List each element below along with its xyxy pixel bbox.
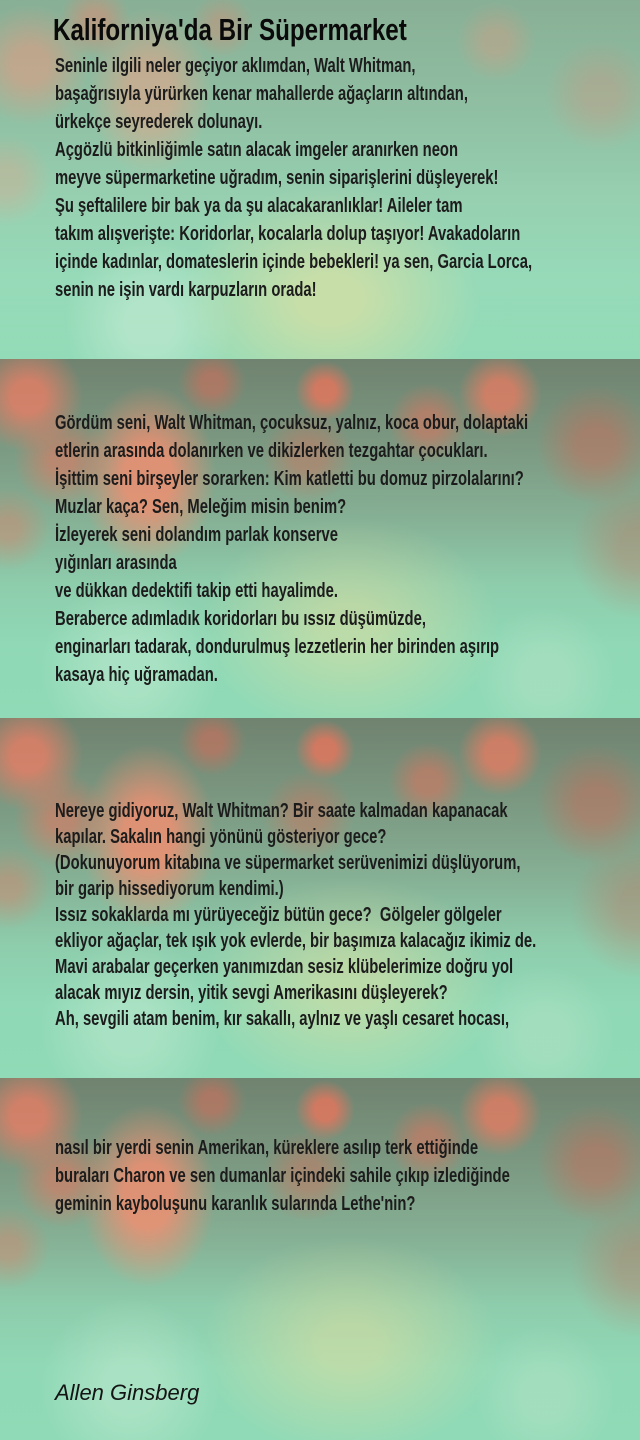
poem-line: takım alışverişte: Koridorlar, kocalarla dolup taşıyor! Avakadoların	[55, 223, 521, 245]
poem-line: enginarları tadarak, dondurulmuş lezzetlerin her birinden aşırıp	[55, 636, 500, 658]
poem-line: kapılar. Sakalın hangi yönünü gösteriyor gece?	[55, 826, 387, 848]
poem-line: Açgözlü bitkinliğimle satın alacak imgeler aranırken neon	[55, 139, 459, 161]
poem-line: yığınları arasında	[55, 552, 177, 574]
poem-line: Mavi arabalar geçerken yanımızdan sesiz klübelerimize doğru yol	[55, 956, 514, 978]
stanza-section-3	[0, 718, 640, 1078]
stanza-section-1	[0, 0, 640, 359]
poem-line: (Dokunuyorum kitabına ve süpermarket serüvenimizi düşlüyorum,	[55, 852, 521, 874]
poem-line: Ah, sevgili atam benim, kır sakallı, aylnız ve yaşlı cesaret hocası,	[55, 1008, 510, 1030]
stanza-4	[55, 1134, 640, 1218]
poem-line: Şu şeftalilere bir bak ya da şu alacakaranlıklar! Aileler tam	[55, 195, 463, 217]
poem-line: buraları Charon ve sen dumanlar içindeki sahile çıkıp izlediğinde	[55, 1165, 510, 1187]
stanza-3	[55, 798, 640, 1032]
poem-line: Beraberce adımladık koridorları bu ıssız düşümüzde,	[55, 608, 426, 630]
stanza-2	[55, 409, 640, 689]
stanza-section-2	[0, 359, 640, 718]
poem-line: Muzlar kaça? Sen, Meleğim misin benim?	[55, 496, 347, 518]
poem-title: Kaliforniya'da Bir Süpermarket	[53, 12, 407, 47]
poem-line: Seninle ilgili neler geçiyor aklımdan, Walt Whitman,	[55, 55, 416, 77]
poem-line: geminin kayboluşunu karanlık sularında Lethe'nin?	[55, 1193, 416, 1215]
poem-line: içinde kadınlar, domateslerin içinde bebekleri! ya sen, Garcia Lorca,	[55, 251, 533, 273]
poem-line: bir garip hissediyorum kendimi.)	[55, 878, 284, 900]
poem-line: ekliyor ağaçlar, tek ışık yok evlerde, bir başımıza kalacağız ikimiz de.	[55, 930, 537, 952]
poem-line: alacak mıyız dersin, yitik sevgi Amerikasını düşleyerek?	[55, 982, 448, 1004]
poem-line: kasaya hiç uğramadan.	[55, 664, 218, 686]
poem-line: Issız sokaklarda mı yürüyeceğiz bütün gece? Gölgeler gölgeler	[55, 904, 502, 926]
poem-line: Nereye gidiyoruz, Walt Whitman? Bir saate kalmadan kapanacak	[55, 800, 508, 822]
stanza-1	[55, 52, 640, 304]
poem-line: ürkekçe seyrederek dolunayı.	[55, 111, 263, 133]
poem-line: ve dükkan dedektifi takip etti hayalimde.	[55, 580, 338, 602]
poem-line: İşittim seni birşeyler sorarken: Kim katletti bu domuz pirzolalarını?	[55, 468, 524, 490]
poem-line: meyve süpermarketine uğradım, senin siparişlerini düşleyerek!	[55, 167, 499, 189]
poem-line: İzleyerek seni dolandım parlak konserve	[55, 524, 338, 546]
author-name: Allen Ginsberg	[55, 1380, 200, 1405]
poem-line: senin ne işin vardı karpuzların orada!	[55, 279, 317, 301]
poem-line: başağrısıyla yürürken kenar mahallerde ağaçların altından,	[55, 83, 468, 105]
poem-line: Gördüm seni, Walt Whitman, çocuksuz, yalnız, koca obur, dolaptaki	[55, 412, 529, 434]
poem-line: etlerin arasında dolanırken ve dikizlerken tezgahtar çocukları.	[55, 440, 488, 462]
poem-line: nasıl bir yerdi senin Amerikan, küreklere asılıp terk ettiğinde	[55, 1137, 479, 1159]
